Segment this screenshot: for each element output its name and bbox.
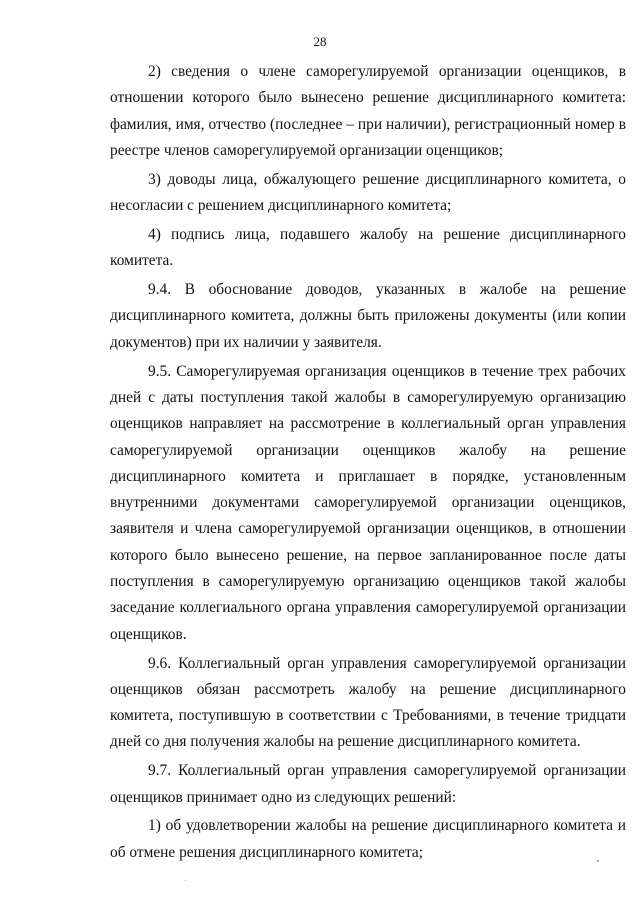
scan-artifact-dot [185,880,186,881]
paragraph-9-5: 9.5. Саморегулируемая организация оценщиков в течение трех рабочих дней с даты поступления такой жалобы в саморегулируемую организацию оценщиков направляет на рассмотрение в коллегиальный орган управления саморегулируемой организации оценщиков жалобу на решение дисциплинарного комитета и приглашает в порядке, установленным внутренними документами саморегулируемой организации оценщиков, заявителя и члена саморегулируемой организации оценщиков, в отношении которого было вынесено решение, на первое запланированное после даты поступления в саморегулируемую организацию оценщиков такой жалобы заседание коллегиального органа управления саморегулируемой организации оценщиков. [110,362,626,643]
paragraph-9-7: 9.7. Коллегиальный орган управления саморегулируемой организации оценщиков принимает одно из следующих решений: [110,762,626,806]
paragraph-item-4: 4) подпись лица, подавшего жалобу на решение дисциплинарного комитета. [110,225,626,270]
paragraph-decision-1: 1) об удовлетворении жалобы на решение дисциплинарного комитета и об отмене решения дисциплинарного комитета; [110,817,626,861]
paragraph-9-6: 9.6. Коллегиальный орган управления саморегулируемой организации оценщиков обязан рассмотреть жалобу на решение дисциплинарного комитета, поступившую в соответствии с Требованиями, в течение тридцати дней со дня получения жалобы на решение дисциплинарного комитета. [110,654,626,751]
scan-artifact-dot [597,860,599,862]
paragraph-item-2: 2) сведения о члене саморегулируемой организации оценщиков, в отношении которого было вынесено решение дисциплинарного комитета: фамилия, имя, отчество (последнее – при наличии), регистрационный номер в реестре членов саморегулируемой организации оценщиков; [110,63,626,159]
document-body [110,59,626,866]
paragraph-9-4: 9.4. В обоснование доводов, указанных в жалобе на решение дисциплинарного комитета, должны быть приложены документы (или копии документов) при их наличии у заявителя. [110,281,626,351]
page-number: 28 [313,34,327,49]
paragraph-item-3: 3) доводы лица, обжалующего решение дисциплинарного комитета, о несогласии с решением дисциплинарного комитета; [110,170,626,215]
